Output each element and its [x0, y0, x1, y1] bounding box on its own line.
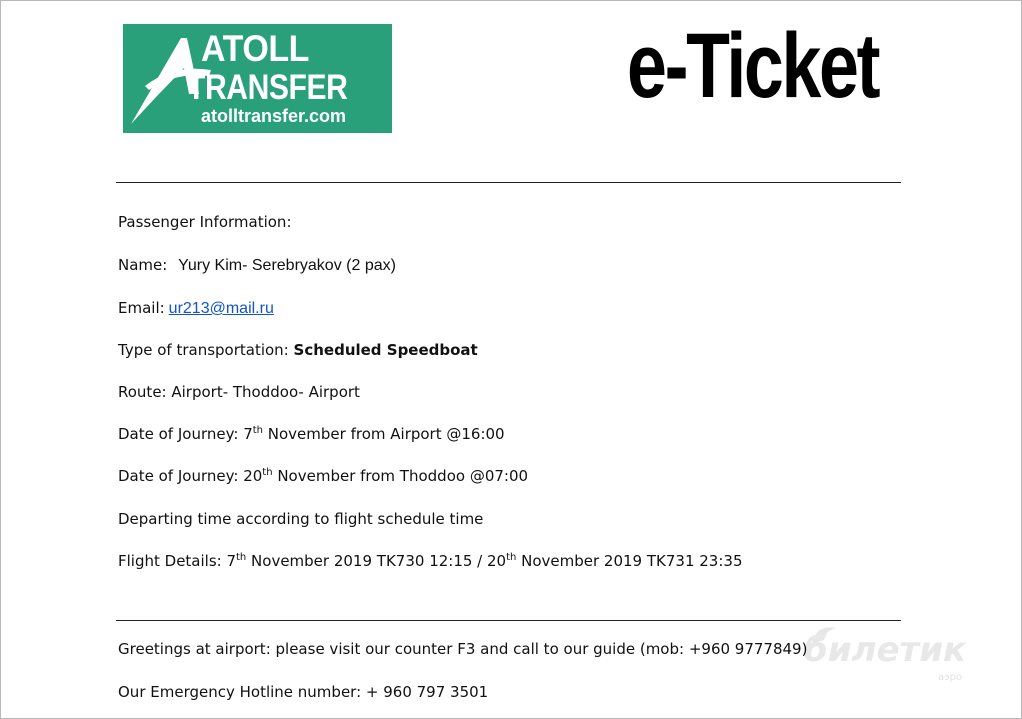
journey1-sup: th	[252, 425, 264, 436]
name-value: Yury Kim- Serebryakov (2 pax)	[178, 257, 396, 274]
divider-top	[116, 182, 901, 183]
journey1-row	[118, 424, 505, 444]
logo-line1: ATOLL	[201, 28, 309, 69]
email-link[interactable]: ur213@mail.ru	[168, 300, 274, 317]
transport-label: Type of transportation:	[118, 341, 289, 359]
biletik-watermark	[800, 620, 980, 690]
hotline-row: Our Emergency Hotline number: + 960 797 3501	[118, 683, 489, 701]
greetings-row: Greetings at airport: please visit our counter F3 and call to our guide (mob: +960 9777849)	[118, 640, 808, 658]
flight-suffix: November 2019 TK731 23:35	[516, 552, 743, 570]
journey2-sup: th	[262, 467, 273, 478]
flight-sup1: th	[236, 552, 247, 563]
journey1-prefix: Date of Journey: 7	[118, 425, 253, 443]
journey2-row	[118, 466, 528, 486]
journey1-suffix: November from Airport @16:00	[263, 425, 505, 443]
route-row: Route: Airport- Thoddoo- Airport	[118, 383, 360, 401]
atoll-transfer-logo	[123, 24, 392, 133]
logo-line2: TRANSFER	[187, 68, 348, 107]
email-label: Email:	[118, 299, 165, 317]
email-row	[118, 298, 274, 319]
departing-row: Departing time according to flight schedule time	[118, 510, 484, 528]
name-row	[118, 255, 396, 276]
transport-row	[118, 340, 478, 360]
page-title: e-Ticket	[627, 15, 879, 117]
passenger-heading: Passenger Information:	[118, 213, 292, 231]
logo-url: atolltransfer.com	[201, 106, 347, 126]
flight-mid: November 2019 TK730 12:15 / 20	[246, 552, 507, 570]
flight-row	[118, 551, 743, 571]
flight-prefix: Flight Details: 7	[118, 552, 237, 570]
journey2-suffix: November from Thoddoo @07:00	[272, 467, 529, 485]
name-label: Name:	[118, 256, 168, 274]
watermark-sub: аэро	[938, 672, 963, 683]
flight-sup2: th	[506, 552, 517, 563]
watermark-word: билетик	[804, 630, 967, 670]
transport-value: Scheduled Speedboat	[293, 341, 478, 359]
journey2-prefix: Date of Journey: 20	[118, 467, 263, 485]
divider-bottom	[116, 620, 901, 621]
